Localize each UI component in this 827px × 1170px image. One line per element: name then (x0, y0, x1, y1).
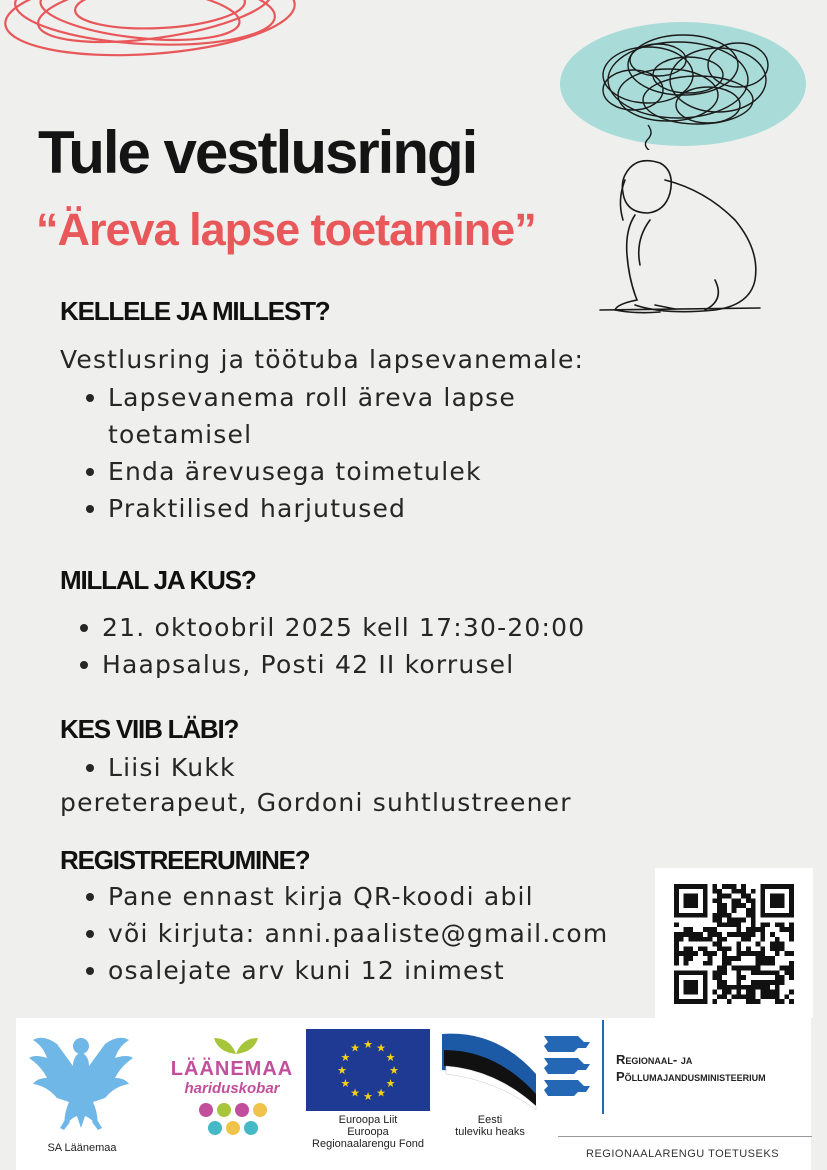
list-item-continuation: toetamisel (108, 420, 253, 449)
grape-dots-icon (192, 1102, 274, 1142)
list-item: Enda ärevusega toimetulek (78, 453, 516, 490)
eu-star-icon: ★ (385, 1051, 396, 1064)
coat-of-arms-lions-icon (538, 1032, 594, 1100)
section-who-intro: Vestlusring ja töötuba lapsevanemale: (60, 345, 585, 374)
section-when-list (72, 609, 585, 683)
sponsor-footer (16, 1018, 811, 1170)
eu-star-icon: ★ (340, 1077, 351, 1090)
section-register-list (78, 878, 608, 989)
eu-star-icon: ★ (376, 1086, 386, 1100)
hariduskobar-title: LÄÄNEMAA (170, 1058, 294, 1080)
eesti-label-line-2: tuleviku heaks (455, 1126, 525, 1138)
list-item: Lapsevanema roll äreva lapse (78, 379, 516, 416)
page-title: Tule vestlusringi (38, 119, 477, 186)
section-heading-who: KELLELE JA MILLEST? (60, 296, 330, 326)
section-host-list (78, 749, 236, 786)
eu-star-icon: ★ (376, 1041, 386, 1055)
section-heading-when: MILLAL JA KUS? (60, 565, 256, 595)
ministry-name-line-1: Regionaal- ja (616, 1052, 693, 1067)
hariduskobar-subtitle: hariduskobar (184, 1080, 280, 1097)
list-item: Haapsalus, Posti 42 II korrusel (72, 646, 585, 683)
thought-cloud-illustration (558, 20, 808, 150)
eu-star-icon: ★ (340, 1051, 351, 1064)
anxious-person-illustration (595, 140, 765, 320)
list-item: Praktilised harjutused (78, 490, 516, 527)
eu-star-icon: ★ (385, 1077, 396, 1090)
eu-star-icon: ★ (350, 1086, 360, 1100)
sa-laanemaa-eagle-logo (26, 1022, 136, 1140)
list-item: Pane ennast kirja QR-koodi abil (78, 878, 608, 915)
sa-laanemaa-label: SA Läänemaa (47, 1142, 117, 1154)
eesti-label-line-1: Eesti (477, 1114, 503, 1126)
section-who-list (78, 379, 516, 527)
support-divider (558, 1136, 812, 1137)
estonian-flag-wave-logo (440, 1028, 540, 1112)
host-name: Liisi Kukk (78, 749, 236, 786)
list-item: 21. oktoobril 2025 kell 17:30-20:00 (72, 609, 585, 646)
list-item: osalejate arv kuni 12 inimest (78, 952, 608, 989)
eu-fund-label-line-1: Euroopa Liit (338, 1114, 398, 1126)
qr-code[interactable] (674, 884, 794, 1004)
eu-fund-label-line-3: Regionaalarengu Fond (312, 1138, 424, 1150)
event-subtitle: “Äreva lapse toetamine” (36, 204, 536, 255)
leaf-icon (196, 1032, 276, 1056)
email-contact[interactable]: või kirjuta: anni.paaliste@gmail.com (78, 915, 608, 952)
ministry-name-line-2: Põllumajandusministeerium (616, 1069, 766, 1084)
section-heading-register: REGISTREERUMINE? (60, 845, 310, 875)
ministry-divider (602, 1020, 604, 1114)
eu-fund-label-line-2: Euroopa (347, 1126, 389, 1138)
eu-star-icon: ★ (363, 1038, 373, 1051)
eu-star-icon: ★ (389, 1064, 399, 1077)
support-label: REGIONAALARENGU TOETUSEKS (586, 1148, 780, 1160)
eu-star-icon: ★ (350, 1041, 360, 1055)
host-role: pereterapeut, Gordoni suhtlustreener (60, 788, 572, 817)
eu-star-icon: ★ (363, 1090, 373, 1103)
qr-code-panel[interactable] (655, 868, 813, 1018)
section-heading-host: KES VIIB LÄBI? (60, 714, 239, 744)
red-scribble-decoration (0, 0, 300, 70)
eu-flag-logo (306, 1029, 430, 1111)
eu-star-icon: ★ (337, 1064, 347, 1077)
